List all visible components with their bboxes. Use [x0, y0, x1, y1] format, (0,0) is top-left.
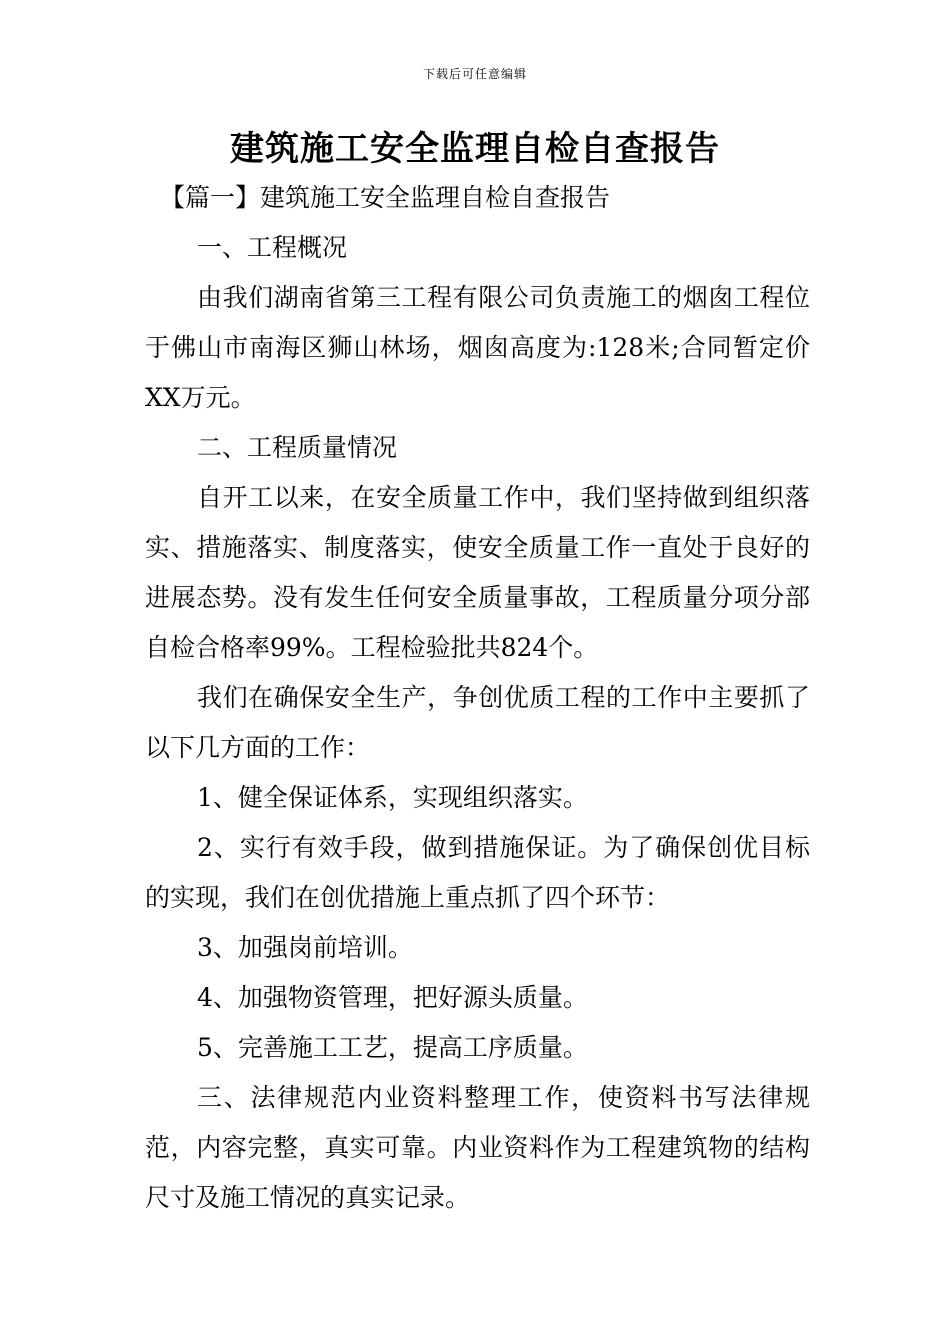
list-item-4: 4、加强物资管理，把好源头质量。 — [197, 983, 588, 1012]
list-item-5: 5、完善施工工艺，提高工序质量。 — [197, 1033, 588, 1062]
heading-quality-status: 二、工程质量情况 — [197, 433, 398, 462]
section-subtitle: 【篇一】建筑施工安全监理自检自查报告 — [160, 183, 611, 212]
paragraph-main-work: 我们在确保安全生产，争创优质工程的工作中主要抓了以下几方面的工作： — [145, 683, 810, 762]
heading-legal-records: 三、法律规范内业资料整理工作，使资料书写法律规范，内容完整，真实可靠。内业资料作为工程建筑物的结构尺寸及施工情况的真实记录。 — [145, 1083, 810, 1212]
list-item-1: 1、健全保证体系，实现组织落实。 — [197, 783, 588, 812]
document-body — [145, 173, 810, 1223]
paragraph-project-overview: 由我们湖南省第三工程有限公司负责施工的烟囱工程位于佛山市南海区狮山林场，烟囱高度为:128米;合同暂定价XX万元。 — [145, 283, 810, 412]
heading-project-overview: 一、工程概况 — [197, 233, 348, 262]
list-item-2: 2、实行有效手段，做到措施保证。为了确保创优目标的实现，我们在创优措施上重点抓了四个环节： — [145, 833, 810, 912]
document-title: 建筑施工安全监理自检自查报告 — [230, 129, 720, 169]
header-note: 下载后可任意编辑 — [422, 67, 527, 81]
list-item-3: 3、加强岗前培训。 — [197, 933, 413, 962]
paragraph-quality-status: 自开工以来，在安全质量工作中，我们坚持做到组织落实、措施落实、制度落实，使安全质量工作一直处于良好的进展态势。没有发生任何安全质量事故，工程质量分项分部自检合格率99%。工程检验批共824个。 — [145, 483, 810, 662]
